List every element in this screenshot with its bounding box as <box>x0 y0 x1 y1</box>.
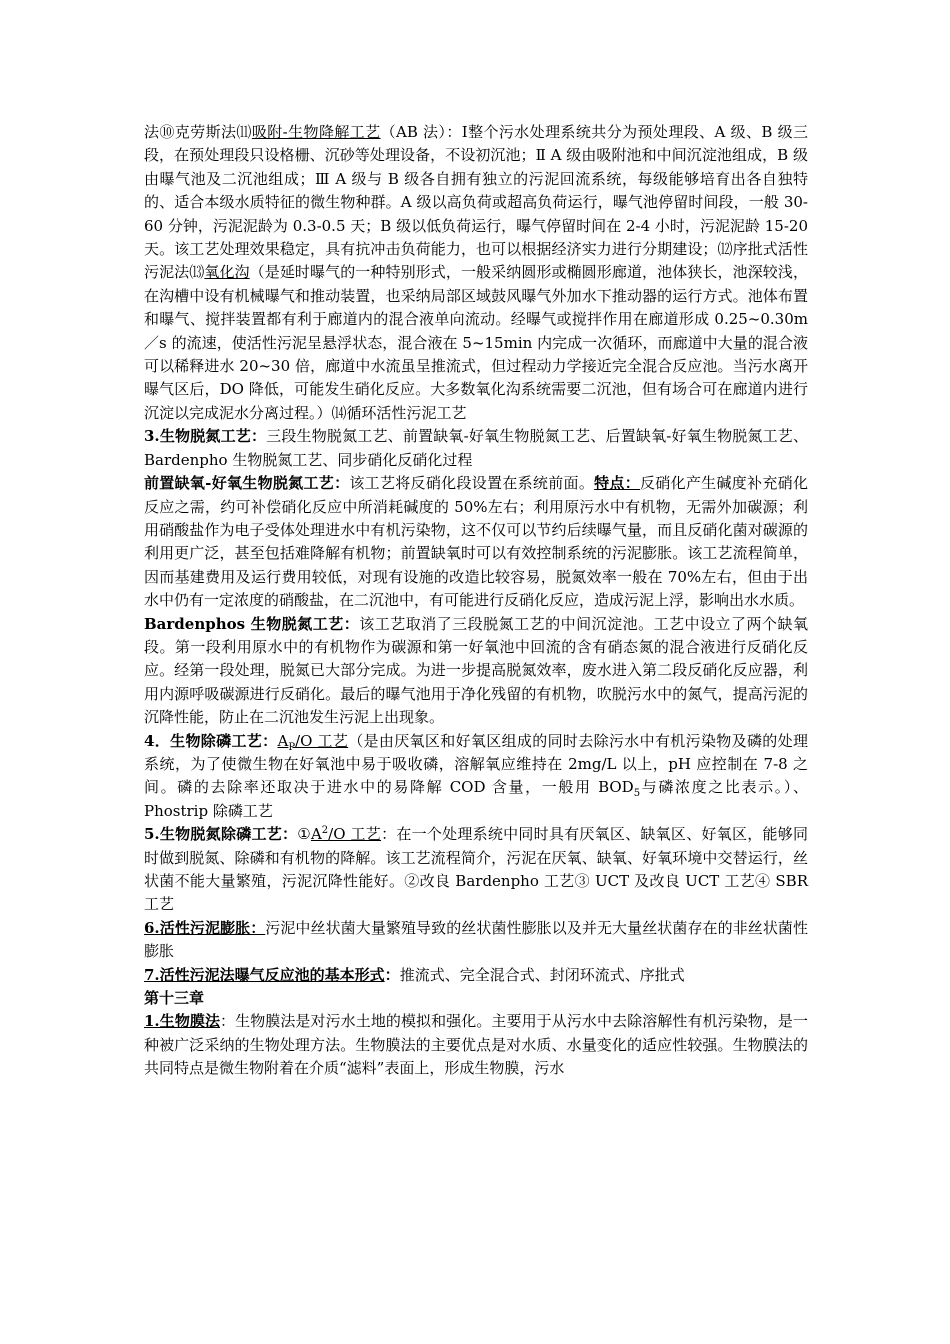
chapter-title: 第十三章 <box>144 989 205 1008</box>
term-a2o-process: $A^2/O$ 工艺 <box>310 825 382 844</box>
heading-denitrification: 3.生物脱氮工艺： <box>144 427 267 446</box>
paragraph-aeration-tank-forms: 7.活性污泥法曝气反应池的基本形式：推流式、完全混合式、封闭环流式、序批式 <box>144 965 685 984</box>
term-ap-o-process: $A_P/O$ 工艺 <box>277 731 349 753</box>
paragraph-denitrification: 3.生物脱氮工艺：三段生物脱氮工艺、前置缺氧-好氧生物脱氮工艺、后置缺氧-好氧生物脱氮工艺、Bardenpho 生物脱氮工艺、同步硝化反硝化过程 <box>144 427 808 469</box>
heading-biofilm: 1.生物膜法 <box>144 1012 221 1031</box>
heading-aeration-tank-forms: 7.活性污泥法曝气反应池的基本形式 <box>144 965 385 984</box>
paragraph-sludge-bulking: 6.活性污泥膨胀：污泥中丝状菌大量繁殖导致的丝状菌性膨胀以及并无大量丝状菌存在的非丝状菌性膨胀 <box>144 918 808 961</box>
document-page <box>144 121 808 1081</box>
term-ab-process: 吸附-生物降解工艺 <box>251 123 381 141</box>
paragraph-phosphorus-removal: 4．生物除磷工艺：$A_P/O$ 工艺（是由厌氧区和好氧区组成的同时去除污水中有机污染物及磷的处理系统，为了使微生物在好氧池中易于吸收磷，溶解氧应维持在 2mg/L 以上，pH 应控制在 7-8 之间。磷的去除率还取决于进水中的易降解 COD 含量，一般用 $BOD_5$与磷浓度之比表示。）、Phostrip 除磷工艺 <box>144 731 808 820</box>
heading-bardenphos: Bardenphos 生物脱氮工艺： <box>144 614 360 633</box>
label-features: 特点： <box>594 474 640 493</box>
paragraph-biofilm: 1.生物膜法：生物膜法是对污水土地的模拟和强化。主要用于从污水中去除溶解性有机污染物，是一种被广泛采纳的生物处理方法。生物膜法的主要优点是对水质、水量变化的适应性较强。生物膜法的共同特点是微生物附着在介质“滤料”表面上，形成生物膜，污水 <box>144 1012 808 1078</box>
heading-n-p-removal: 5.生物脱氮除磷工艺： <box>144 825 298 844</box>
paragraph-n-p-removal: 5.生物脱氮除磷工艺：$①A^2/O$ 工艺：在一个处理系统中同时具有厌氧区、缺氧区、好氧区，能够同时做到脱氮、除磷和有机物的降解。该工艺流程简介，污泥在厌氧、缺氧、好氧环境中交替运行，丝状菌不能大量繁殖，污泥沉降性能好。②改良 Bardenpho 工艺③ UCT 及改良 UCT 工艺④ SBR 工艺 <box>144 825 808 914</box>
heading-pre-anoxic: 前置缺氧-好氧生物脱氮工艺： <box>144 474 350 493</box>
heading-phosphorus-removal: 4．生物除磷工艺： <box>144 731 278 750</box>
term-oxidation-ditch: 氧化沟 <box>204 263 250 282</box>
paragraph-bardenphos: Bardenphos 生物脱氮工艺：该工艺取消了三段脱氮工艺的中间沉淀池。工艺中设立了两个缺氧段。第一段利用原水中的有机物作为碳源和第一好氧池中回流的含有硝态氮的混合液进行反硝化反应。经第一段处理，脱氮已大部分完成。为进一步提高脱氮效率，废水进入第二段反硝化反应器，利用内源呼吸碳源进行反硝化。最后的曝气池用于净化残留的有机物，吹脱污水中的氮气，提高污泥的沉降性能，防止在二沉池发生污泥上出现象。 <box>144 614 808 727</box>
paragraph-pre-anoxic: 前置缺氧-好氧生物脱氮工艺：该工艺将反硝化段设置在系统前面。特点：反硝化产生碱度补充硝化反应之需，约可补偿硝化反应中所消耗碱度的 50%左右；利用原污水中有机物，无需外加碳源；利用硝酸盐作为电子受体处理进水中有机污染物，这不仅可以节约后续曝气量，而且反硝化菌对碳源的利用更广泛，甚至包括难降解有机物；前置缺氧时可以有效控制系统的污泥膨胀。该工艺流程简单，因而基建费用及运行费用较低，对现有设施的改造比较容易，脱氮效率一般在 70%左右，但由于出水中仍有一定浓度的硝酸盐，在二沉池中，有可能进行反硝化反应，造成污泥上浮，影响出水水质。 <box>144 474 808 610</box>
paragraph-ab-process: 法⑩克劳斯法⑾吸附-生物降解工艺（AB 法）：Ⅰ整个污水处理系统共分为预处理段、A 级、B 级三段，在预处理段只设格栅、沉砂等处理设备，不设初沉池；Ⅱ A 级由吸附池和中间沉淀池组成，B 级由曝气池及二沉池组成；Ⅲ A 级与 B 级各自拥有独立的污泥回流系统，每级能够培育出各自独特的、适合本级水质特征的微生物种群。A 级以高负荷或超高负荷运行，曝气池停留时间段，一般 30-60 分钟，污泥泥龄为 0.3-0.5 天；B 级以低负荷运行，曝气停留时间在 2-4 小时，污泥泥龄 15-20 天。该工艺处理效果稳定，具有抗冲击负荷能力，也可以根据经济实力进行分期建设；⑿序批式活性污泥法⒀氧化沟（是延时曝气的一种特别形式，一般采纳圆形或椭圆形廊道，池体狭长，池深较浅，在沟槽中设有机械曝气和推动装置，也采纳局部区域鼓风曝气外加水下推动器的运行方式。池体布置和曝气、搅拌装置都有利于廊道内的混合液单向流动。经曝气或搅拌作用在廊道形成 0.25~0.30m／s 的流速，使活性污泥呈悬浮状态，混合液在 5~15min 内完成一次循环，而廊道中大量的混合液可以稀释进水 20~30 倍，廊道中水流虽呈推流式，但过程动力学接近完全混合反应池。当污水离开曝气区后，DO 降低，可能发生硝化反应。大多数氧化沟系统需要二沉池，但有场合可在廊道内进行沉淀以完成泥水分离过程。）⒁循环活性污泥工艺 <box>144 123 808 422</box>
heading-sludge-bulking: 6.活性污泥膨胀： <box>144 918 266 937</box>
